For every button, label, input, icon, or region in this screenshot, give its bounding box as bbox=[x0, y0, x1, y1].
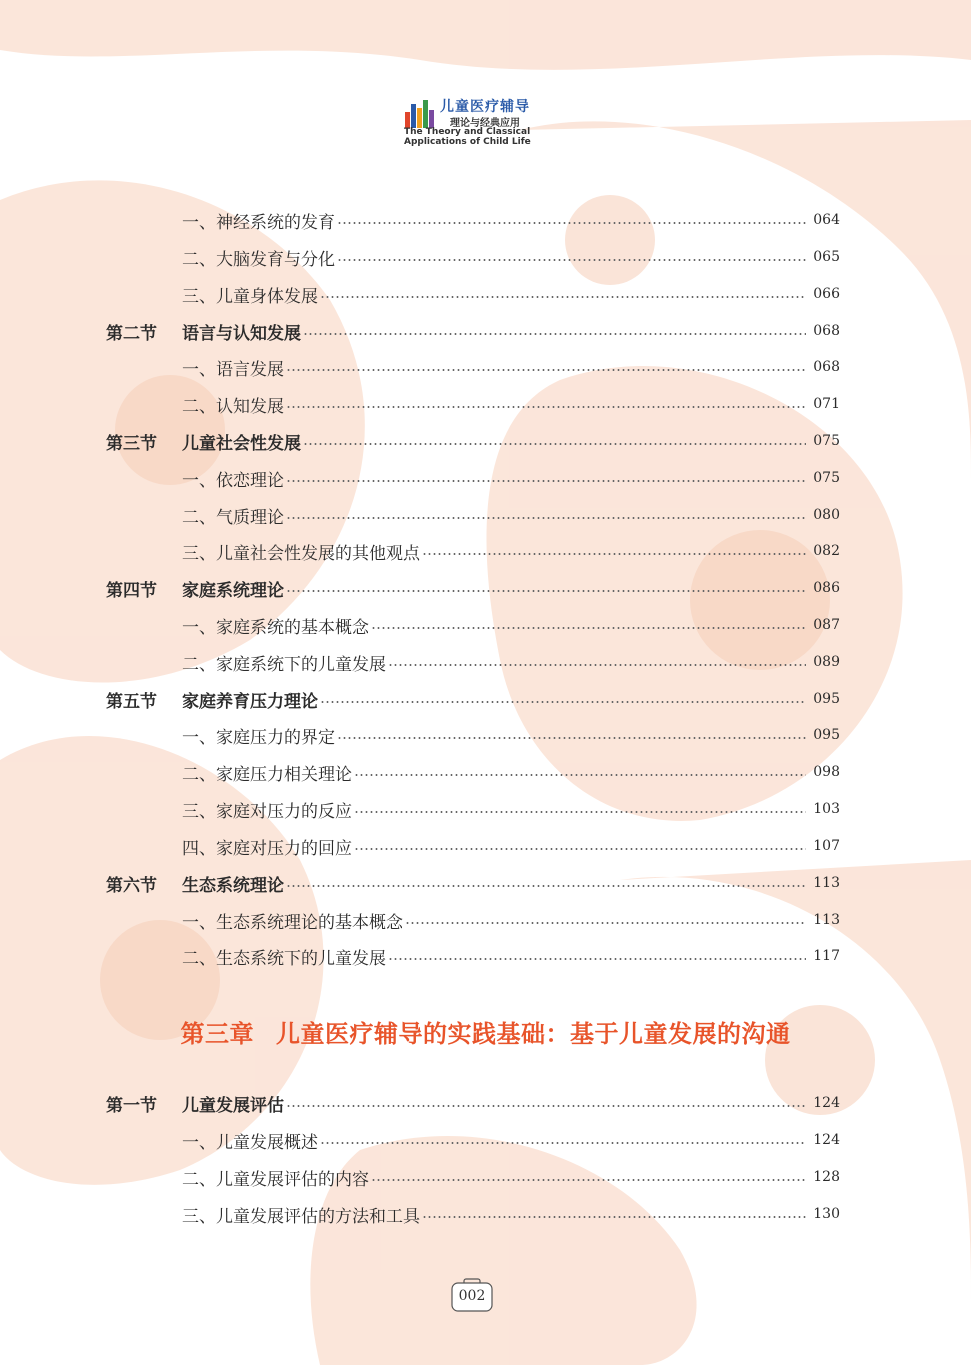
toc-entry[interactable] bbox=[182, 538, 840, 564]
book-title-en bbox=[404, 127, 531, 147]
toc-entry-title: 一、儿童发展概述 bbox=[182, 1132, 318, 1153]
toc-entry-title: 三、儿童发展评估的方法和工具 bbox=[182, 1206, 420, 1227]
toc-entry-page: 082 bbox=[813, 543, 840, 559]
toc-entry-title: 一、家庭压力的界定 bbox=[182, 727, 335, 748]
dot-leader bbox=[320, 701, 806, 703]
toc-entry-title: 二、气质理论 bbox=[182, 507, 284, 528]
toc-entry-title: 三、儿童身体发展 bbox=[182, 286, 318, 307]
toc-entry-page: 128 bbox=[813, 1169, 840, 1185]
toc-entry-title: 二、家庭压力相关理论 bbox=[182, 764, 352, 785]
dot-leader bbox=[303, 333, 806, 335]
toc-entry-page: 071 bbox=[813, 396, 840, 412]
toc-entry-title: 儿童社会性发展 bbox=[182, 433, 301, 454]
toc-section-entry[interactable] bbox=[106, 575, 840, 601]
toc-entry-title: 二、生态系统下的儿童发展 bbox=[182, 948, 386, 969]
dot-leader bbox=[354, 848, 806, 850]
toc-entry-title: 二、大脑发育与分化 bbox=[182, 249, 335, 270]
toc-entry[interactable] bbox=[182, 1164, 840, 1190]
toc-entry-page: 075 bbox=[813, 433, 840, 449]
toc-entry[interactable] bbox=[182, 612, 840, 638]
toc-entry[interactable] bbox=[182, 907, 840, 933]
toc-entry[interactable] bbox=[182, 833, 840, 859]
dot-leader bbox=[337, 737, 806, 739]
toc-entry-page: 066 bbox=[813, 286, 840, 302]
page-number-badge bbox=[450, 1278, 494, 1312]
toc-section-number: 第五节 bbox=[106, 691, 157, 712]
dot-leader bbox=[286, 1105, 806, 1107]
toc-entry[interactable] bbox=[182, 207, 840, 233]
toc-entry-title: 一、依恋理论 bbox=[182, 470, 284, 491]
toc-entry[interactable] bbox=[182, 502, 840, 528]
toc-entry-title: 一、神经系统的发育 bbox=[182, 212, 335, 233]
toc-entry-title: 二、家庭系统下的儿童发展 bbox=[182, 654, 386, 675]
toc-entry-page: 113 bbox=[813, 875, 840, 891]
toc-entry[interactable] bbox=[182, 796, 840, 822]
toc-entry-title: 二、儿童发展评估的内容 bbox=[182, 1169, 369, 1190]
toc-section-entry[interactable] bbox=[106, 318, 840, 344]
toc-entry-page: 080 bbox=[813, 507, 840, 523]
chapter-number: 第三章 bbox=[180, 1020, 254, 1048]
toc-entry-page: 087 bbox=[813, 617, 840, 633]
toc-section-number: 第三节 bbox=[106, 433, 157, 454]
book-title-en-line1: The Theory and Classical bbox=[404, 127, 531, 137]
toc-entry-page: 064 bbox=[813, 212, 840, 228]
toc-entry-page: 095 bbox=[813, 727, 840, 743]
toc-entry[interactable] bbox=[182, 649, 840, 675]
toc-entry-page: 124 bbox=[813, 1095, 840, 1111]
toc-entry-page: 130 bbox=[813, 1206, 840, 1222]
toc-entry-page: 095 bbox=[813, 691, 840, 707]
toc-section-number: 第二节 bbox=[106, 323, 157, 344]
city-skyline-icon bbox=[404, 98, 436, 128]
dot-leader bbox=[303, 443, 806, 445]
dot-leader bbox=[388, 664, 806, 666]
toc-entry-page: 117 bbox=[813, 948, 840, 964]
toc-section-entry[interactable] bbox=[106, 870, 840, 896]
dot-leader bbox=[286, 480, 806, 482]
dot-leader bbox=[286, 406, 806, 408]
toc-entry-page: 086 bbox=[813, 580, 840, 596]
toc-entry-title: 一、生态系统理论的基本概念 bbox=[182, 912, 403, 933]
toc-entry-title: 家庭系统理论 bbox=[182, 580, 284, 601]
toc-entry-title: 语言与认知发展 bbox=[182, 323, 301, 344]
dot-leader bbox=[422, 553, 806, 555]
dot-leader bbox=[320, 296, 806, 298]
page-number: 002 bbox=[458, 1288, 486, 1304]
toc-entry-page: 075 bbox=[813, 470, 840, 486]
toc-entry[interactable] bbox=[182, 1127, 840, 1153]
toc-entry[interactable] bbox=[182, 759, 840, 785]
toc-entry[interactable] bbox=[182, 391, 840, 417]
dot-leader bbox=[286, 369, 806, 371]
book-title-cn: 儿童医疗辅导 bbox=[440, 99, 530, 115]
toc-entry-title: 生态系统理论 bbox=[182, 875, 284, 896]
toc-section-entry[interactable] bbox=[106, 1090, 840, 1116]
toc-entry-page: 107 bbox=[813, 838, 840, 854]
dot-leader bbox=[337, 259, 806, 261]
dot-leader bbox=[286, 590, 806, 592]
toc-entry[interactable] bbox=[182, 943, 840, 969]
toc-entry[interactable] bbox=[182, 1201, 840, 1227]
toc-entry-title: 儿童发展评估 bbox=[182, 1095, 284, 1116]
toc-entry-page: 103 bbox=[813, 801, 840, 817]
dot-leader bbox=[354, 811, 806, 813]
toc-entry-title: 家庭养育压力理论 bbox=[182, 691, 318, 712]
toc-entry[interactable] bbox=[182, 722, 840, 748]
dot-leader bbox=[371, 627, 806, 629]
toc-entry[interactable] bbox=[182, 281, 840, 307]
book-subtitle-cn: 理论与经典应用 bbox=[450, 118, 520, 129]
toc-entry-page: 068 bbox=[813, 359, 840, 375]
toc-section-number: 第一节 bbox=[106, 1095, 157, 1116]
toc-entry-title: 一、家庭系统的基本概念 bbox=[182, 617, 369, 638]
toc-entry-page: 113 bbox=[813, 912, 840, 928]
chapter-heading[interactable] bbox=[0, 1014, 971, 1049]
toc-entry[interactable] bbox=[182, 354, 840, 380]
dot-leader bbox=[286, 517, 806, 519]
toc-entry-title: 二、认知发展 bbox=[182, 396, 284, 417]
toc-entry-title: 四、家庭对压力的回应 bbox=[182, 838, 352, 859]
dot-leader bbox=[286, 885, 806, 887]
dot-leader bbox=[354, 774, 806, 776]
toc-entry[interactable] bbox=[182, 244, 840, 270]
toc-entry-title: 一、语言发展 bbox=[182, 359, 284, 380]
toc-section-number: 第六节 bbox=[106, 875, 157, 896]
toc-entry-page: 089 bbox=[813, 654, 840, 670]
dot-leader bbox=[320, 1142, 806, 1144]
dot-leader bbox=[371, 1179, 806, 1181]
toc-section-entry[interactable] bbox=[106, 428, 840, 454]
book-title-en-line2: Applications of Child Life bbox=[404, 137, 531, 147]
book-header-logo bbox=[404, 96, 574, 152]
dot-leader bbox=[405, 922, 806, 924]
toc-section-entry[interactable] bbox=[106, 686, 840, 712]
toc-entry-page: 124 bbox=[813, 1132, 840, 1148]
toc-entry-title: 三、家庭对压力的反应 bbox=[182, 801, 352, 822]
dot-leader bbox=[422, 1216, 806, 1218]
toc-entry-page: 068 bbox=[813, 323, 840, 339]
toc-section-number: 第四节 bbox=[106, 580, 157, 601]
dot-leader bbox=[388, 958, 806, 960]
toc-entry[interactable] bbox=[182, 465, 840, 491]
toc-entry-page: 065 bbox=[813, 249, 840, 265]
chapter-title: 儿童医疗辅导的实践基础：基于儿童发展的沟通 bbox=[276, 1020, 791, 1048]
toc-entry-page: 098 bbox=[813, 764, 840, 780]
dot-leader bbox=[337, 222, 806, 224]
toc-entry-title: 三、儿童社会性发展的其他观点 bbox=[182, 543, 420, 564]
